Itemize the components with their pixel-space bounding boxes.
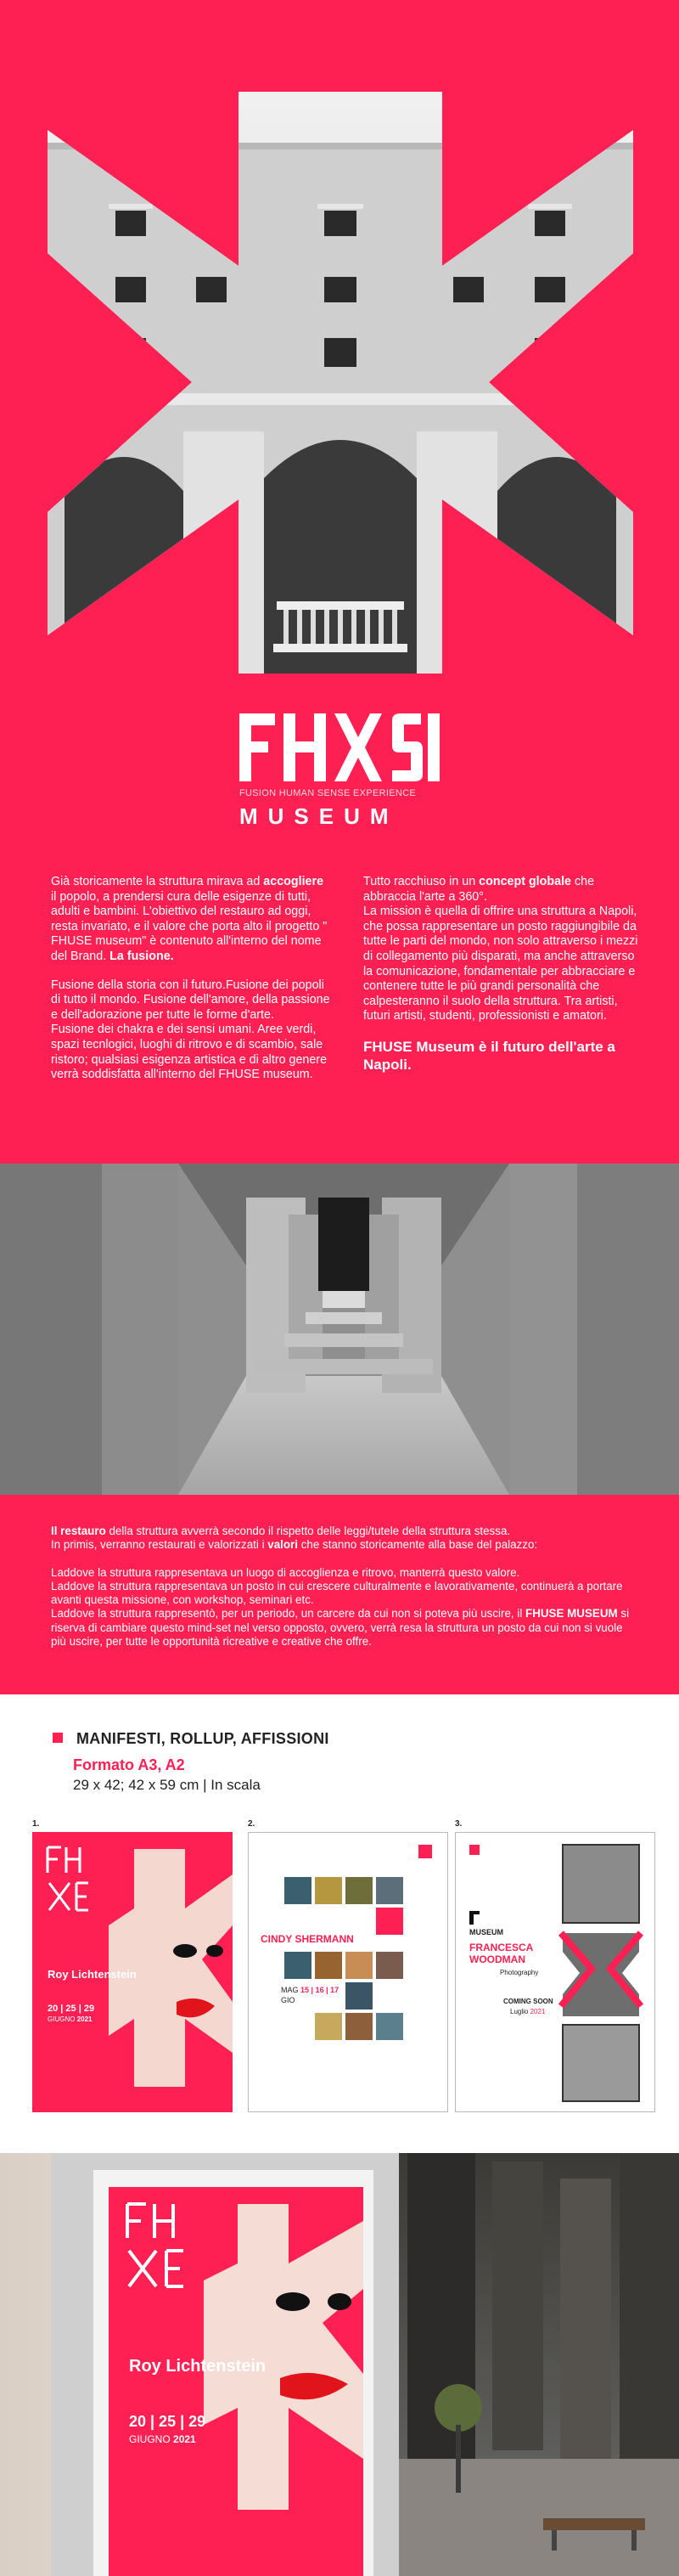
poster-month: GIUGNO 2021: [48, 2015, 93, 2023]
poster-art: [456, 1833, 655, 2112]
intro-right-p2: La mission è quella di offrire una struttura a Napoli, che possa rappresentare un posto raggiungibile da tutte le parti del mondo, non solo attraverso i mezzi di collegamento più disparati, ma anche attraverso la comunicazione, fondamentale per abbracciare e contenere tutte le più grandi personalità che calpesteranno il suolo della struttura. Tra artisti, futuri artisti, studenti, professionisti e amatori.: [363, 905, 638, 1023]
poster-francesca-woodman: [455, 1832, 655, 2112]
section-title: MANIFESTI, ROLLUP, AFFISSIONI: [53, 1730, 329, 1748]
billboard-month: GIUGNO 2021: [129, 2433, 196, 2445]
brand-subtitle: FUSION HUMAN SENSE EXPERIENCE: [239, 788, 416, 798]
poster-kind: Photography: [500, 1969, 539, 1976]
restauro-p1: Il restauro della struttura avverrà secondo il rispetto delle leggi/tutele della struttura stessa. In primis, verranno restaurati e valorizzati i valori che stanno storicamente alla base del palazzo:: [51, 1525, 538, 1552]
corridor-image: [0, 1164, 679, 1495]
poster-cindy-shermann: [248, 1832, 448, 2112]
restauro-p2: Laddove la struttura rappresentava un luogo di accoglienza e ritrovo, manterrà questo valore. Laddove la struttura rappresentava un posto in cui crescere culturalmente e lavorativamente, continuerà a portare avanti questa missione, con workshop, seminari etc. Laddove la struttura rappresentò, per un periodo, un carcere da cui non si poteva più uscire, il FHUSE MUSEUM si riserva di cambiare questo mind-set nel verso opposto, ovvero, verrà resa la struttura un posto da cui non si vuole più uscire, per tutte le opportunità ricreative e creative che offre.: [51, 1565, 630, 1649]
brand-logo: [0, 713, 679, 832]
intro-left-p2: Fusione della storia con il futuro.Fusione dei popoli di tutto il mondo. Fusione dell'amore, della passione e dell'adorazione per tutte le forme d'arte.: [51, 978, 330, 1022]
poster-day: GIO: [281, 1996, 295, 2004]
corridor-photo: [0, 1164, 679, 1495]
poster-artist: FRANCESCA: [469, 1942, 534, 1953]
poster-dates: 20 | 25 | 29: [48, 2004, 95, 2014]
poster-when: Luglio 2021: [510, 2008, 546, 2015]
fhuse-logo-mark: [239, 713, 440, 785]
poster-roy-lichtenstein: [32, 1832, 233, 2112]
billboard-mockup: [0, 2153, 679, 2576]
mockup-photos: [0, 2153, 679, 2576]
billboard-artist: Roy Lichtenstein: [129, 2357, 267, 2376]
hero-section: [0, 0, 679, 705]
intro-right-p3: FHUSE Museum è il futuro dell'arte a Napoli.: [363, 1038, 615, 1073]
intro-left-p1: Già storicamente la struttura mirava ad accogliere il popolo, a prendersi cura delle esigenze di tutti, adulti e bambini. L'obiettivo del restauro ad oggi, resta invariato, e il valore che porta alto il progetto " FHUSE museum" è contenuto all'interno del nome del Brand. La fusione.: [51, 875, 328, 963]
intro-left-p3: Fusione dei chakra e dei sensi umani. Aree verdi, spazi tecnlogici, luoghi di ritrovo e di scambio, sale ristoro; qualsiasi esigenza artistica e di altro genere verrà soddisfatta all'interno del FHUSE museum.: [51, 1023, 328, 1082]
poster-number: 3.: [455, 1819, 463, 1829]
section-format: Formato A3, A2: [73, 1756, 185, 1773]
poster-coming-soon: COMING SOON: [503, 1998, 553, 2005]
poster-artist: CINDY SHERMANN: [261, 1933, 354, 1945]
restauro-text: [51, 1525, 637, 1649]
poster-number: 1.: [32, 1819, 40, 1829]
hero-x-photo: [48, 92, 633, 674]
intro-right-column: [363, 875, 643, 1087]
intro-left-column: [51, 875, 331, 1096]
poster-art: [249, 1833, 448, 2112]
poster-number: 2.: [248, 1819, 255, 1829]
poster-artist: WOODMAN: [469, 1953, 525, 1965]
billboard-dates: 20 | 25 | 29: [129, 2413, 206, 2430]
brand-museum: MUSEUM: [239, 803, 399, 829]
poster-dates: MAG 15 | 16 | 17: [281, 1986, 340, 1994]
intro-right-p1: Tutto racchiuso in un concept globale che abbraccia l'arte a 360°.: [363, 875, 595, 904]
poster-artist: Roy Lichtenstein: [48, 1968, 137, 1981]
poster-brand: MUSEUM: [469, 1928, 503, 1936]
square-icon: [53, 1733, 63, 1743]
section-sizes: 29 x 42; 42 x 59 cm | In scala: [73, 1777, 261, 1793]
